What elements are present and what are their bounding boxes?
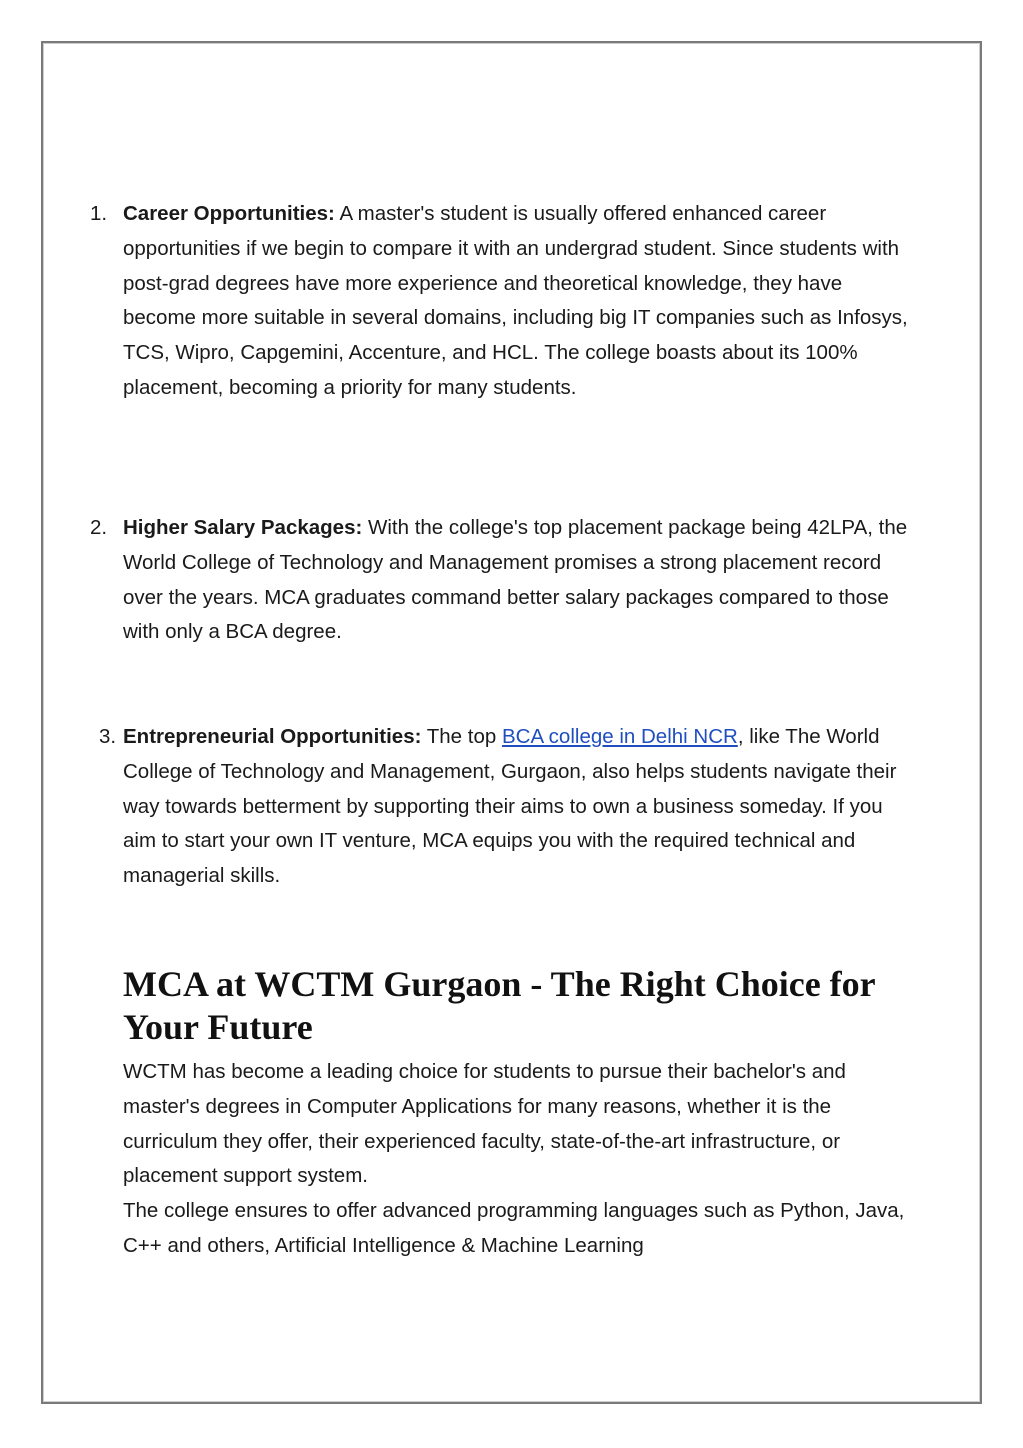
section-paragraph-1: WCTM has become a leading choice for students to pursue their bachelor's and master's degrees in Computer Applications for many reasons, whether it is the curriculum they offer, their experienced faculty, state-of-the-art infrastructure, or placement support system. <box>123 1060 846 1188</box>
list-number: 1. <box>90 202 108 225</box>
list-number: 3. <box>99 725 117 748</box>
list-item-higher-salary-packages <box>90 511 913 650</box>
list-text: A master's student is usually offered enhanced career opportunities if we begin to compare it with an undergrad student. Since students with post-grad degrees have more experience and theoretical knowledge, they have become more suitable in several domains, including big IT companies such as Infosys, TCS, Wipro, Capgemini, Accenture, and HCL. The college boasts about its 100% placement, becoming a priority for many students. <box>123 202 908 399</box>
list-term: Career Opportunities: <box>123 202 335 225</box>
bca-college-link[interactable]: BCA college in Delhi NCR <box>501 725 738 748</box>
list-item-career-opportunities <box>90 197 913 406</box>
list-text-before-link: The top <box>421 725 502 748</box>
list-term: Entrepreneurial Opportunities: <box>123 725 422 748</box>
list-item-entrepreneurial-opportunities <box>99 720 913 894</box>
list-number: 2. <box>90 516 108 539</box>
list-term: Higher Salary Packages: <box>123 516 363 539</box>
list-text: With the college's top placement package being 42LPA, the World College of Technology and Management promises a strong placement record over the years. MCA graduates command better salary packages compared to those with only a BCA degree. <box>123 516 908 644</box>
section-paragraph-2: The college ensures to offer advanced programming languages such as Python, Java, C++ and others, Artificial Intelligence & Machine Learning <box>123 1199 905 1257</box>
list-text-after-link: , like The World College of Technology and Management, Gurgaon, also helps students navigate their way towards betterment by supporting their aims to own a business someday. If you aim to start your own IT venture, MCA equips you with the required technical and managerial skills. <box>123 725 897 888</box>
section-heading: MCA at WCTM Gurgaon - The Right Choice for Your Future <box>123 964 875 1047</box>
